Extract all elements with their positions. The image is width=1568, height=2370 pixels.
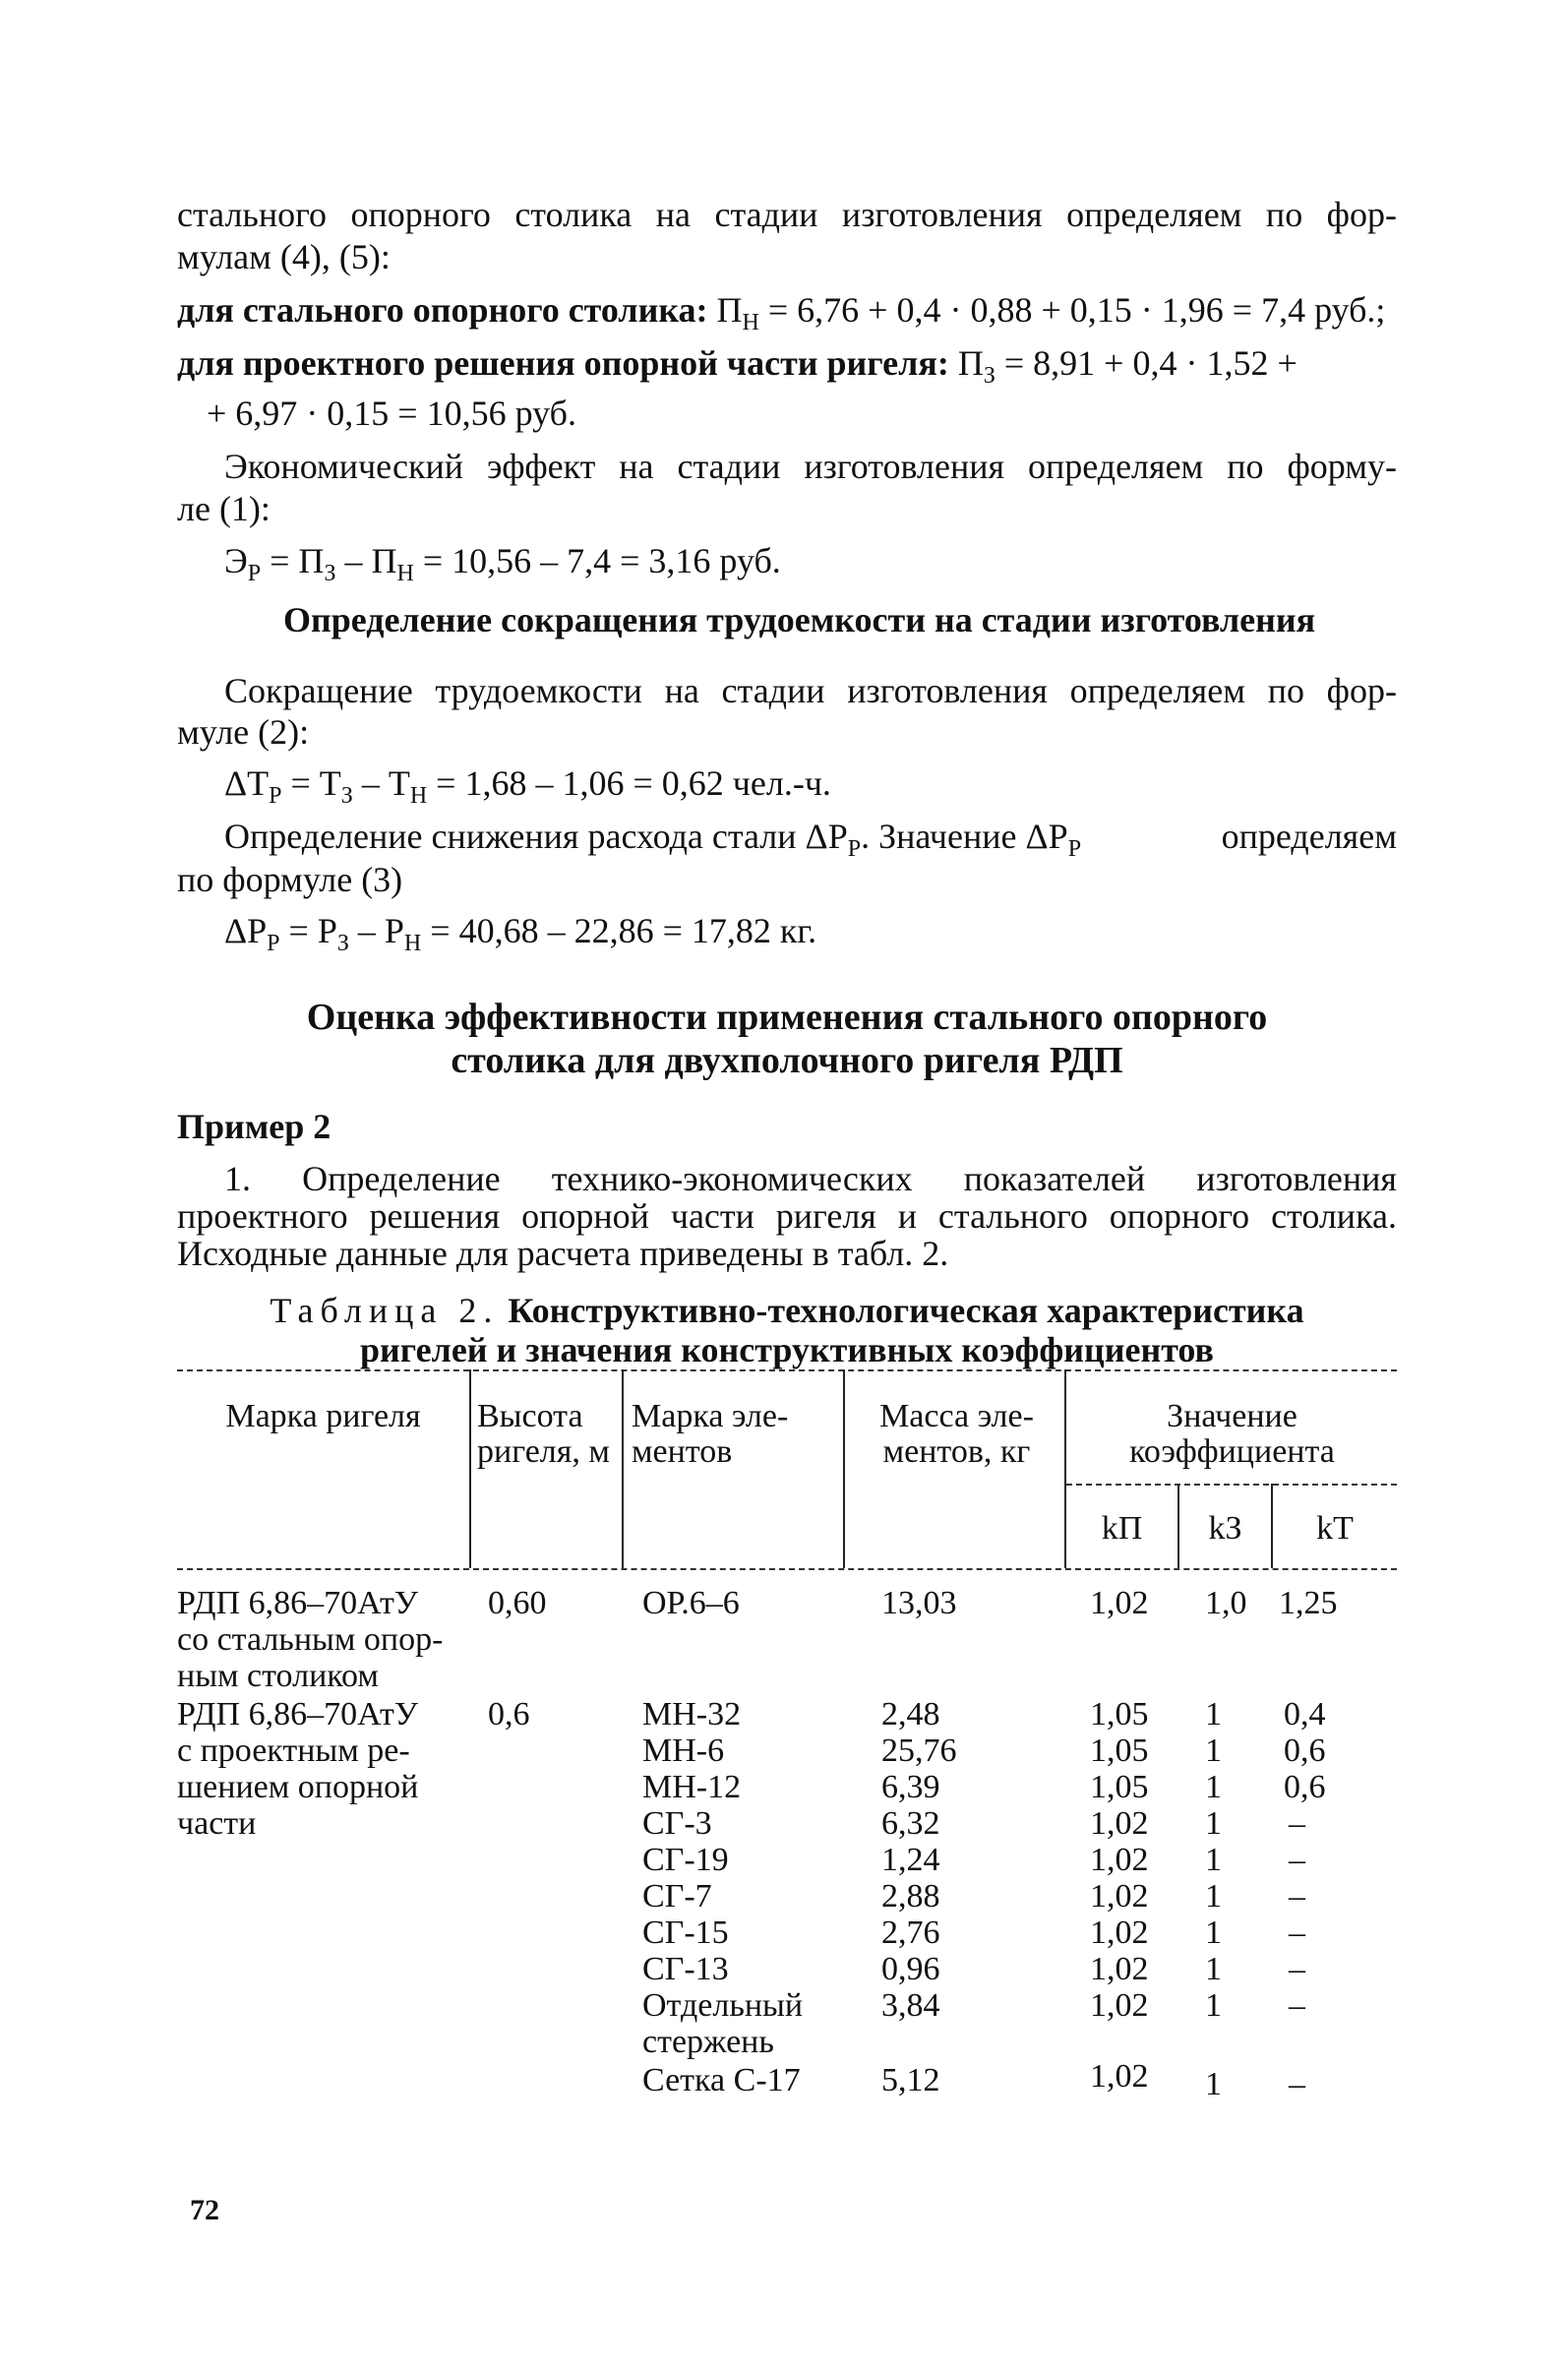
table-vline-3: [843, 1369, 845, 1568]
table-vline-1: [469, 1369, 471, 1568]
calc-dp-c: – Р: [348, 911, 404, 950]
calc-dp-d: = 40,68 – 22,86 = 17,82 кг.: [421, 911, 817, 950]
calc-pn-label: для стального опорного столика:: [177, 290, 708, 330]
paragraph-3-line-2: муле (2):: [177, 712, 310, 752]
table-row-kt: –: [1289, 1914, 1305, 1951]
table-row-kt: –: [1289, 1951, 1305, 1987]
table-row-kt: 0,4: [1284, 1696, 1326, 1732]
table-caption-line-1: [177, 1291, 1397, 1330]
group1-row1-kp: 1,02: [1090, 1585, 1149, 1621]
paragraph-4-line-1: [224, 817, 1397, 862]
table-row-el: МН-32: [642, 1696, 742, 1732]
calc-dt-c-sub: Н: [409, 783, 428, 809]
table-row-el: СГ-19: [642, 1842, 729, 1878]
group1-row1-kz: 1,0: [1205, 1585, 1247, 1621]
table-row-el: СГ-3: [642, 1805, 712, 1842]
table-row-kp: 1,02: [1090, 1951, 1149, 1987]
table-row-kz: 1: [1205, 1951, 1222, 1987]
table-row-kt: 0,6: [1284, 1769, 1326, 1805]
table-row-kp: 1,05: [1090, 1696, 1149, 1732]
calc-ep-c-sub: Н: [396, 561, 414, 586]
group1-mark-line1: РДП 6,86–70АтУ: [177, 1585, 418, 1621]
table-row-kz: 1: [1205, 1878, 1222, 1914]
group1-mark-line2: со стальным опор-: [177, 1621, 444, 1658]
table-caption-line-2: ригелей и значения конструктивных коэффициентов: [360, 1330, 1214, 1369]
table-row-kp: 1,02: [1090, 2058, 1149, 2095]
table-row-el: МН-12: [642, 1769, 742, 1805]
calc-pz: [177, 343, 1297, 389]
group1-row1-mass: 13,03: [881, 1585, 957, 1621]
table-row-kp: 1,05: [1090, 1769, 1149, 1805]
header-coef: Значение коэффициента: [1129, 1398, 1335, 1470]
p4-text-b: . Значение ΔР: [861, 817, 1068, 856]
table-row-mass: 3,84: [881, 1987, 940, 2024]
calc-dt-d: = 1,68 – 1,06 = 0,62 чел.-ч.: [427, 763, 831, 803]
group2-mark-line1: РДП 6,86–70АтУ: [177, 1696, 418, 1732]
calc-dp-b-sub: З: [336, 931, 349, 956]
p4-text-a: Определение снижения расхода стали ΔР: [224, 817, 848, 856]
paragraph-1-line-2: мулам (4), (5):: [177, 237, 391, 276]
calc-dp-c-sub: Н: [403, 931, 422, 956]
table-row-el-cont: стержень: [642, 2024, 774, 2060]
table-row-kp: 1,02: [1090, 1805, 1149, 1842]
header-elements: Марка эле-ментов: [632, 1398, 789, 1470]
calc-dt-b-sub: З: [340, 783, 353, 809]
group2-mark-line4: части: [177, 1805, 257, 1842]
table-row-kp: 1,02: [1090, 1842, 1149, 1878]
table-row-kt: –: [1289, 1842, 1305, 1878]
table-row-el: СГ-7: [642, 1878, 712, 1914]
table-row-mass: 1,24: [881, 1842, 940, 1878]
p4-part-1: [224, 817, 1082, 862]
group2-height: 0,6: [488, 1696, 530, 1732]
table-row-mass: 6,39: [881, 1769, 940, 1805]
table-row-mass: 0,96: [881, 1951, 940, 1987]
table-header-rule: [177, 1568, 1397, 1570]
calc-dp-a-sub: Р: [267, 931, 280, 956]
table-row-mass: 5,12: [881, 2062, 940, 2098]
calc-dp: [224, 911, 817, 956]
p4-sub-a: Р: [847, 836, 862, 862]
calc-pz-sub: З: [983, 363, 995, 389]
table-subheader-rule: [1066, 1484, 1397, 1486]
table-row-kp: 1,02: [1090, 1878, 1149, 1914]
calc-dt-a: ΔТ: [224, 763, 270, 803]
header-height: Высота ригеля, м: [477, 1398, 610, 1470]
calc-dp-b: = Р: [279, 911, 337, 950]
header-kz: kЗ: [1208, 1510, 1242, 1547]
page-number: 72: [190, 2194, 219, 2226]
table-row-mass: 2,48: [881, 1696, 940, 1732]
table-vline-2: [622, 1369, 624, 1568]
group1-height: 0,60: [488, 1585, 547, 1621]
calc-pz-continuation: + 6,97 · 0,15 = 10,56 руб.: [207, 394, 576, 433]
p4-sub-b: Р: [1067, 836, 1082, 862]
table-row-mass: 6,32: [881, 1805, 940, 1842]
table-row-kz: 1: [1205, 2066, 1222, 2102]
paragraph-4-line-2: по формуле (3): [177, 860, 403, 899]
table-row-el: Сетка С-17: [642, 2062, 801, 2098]
heading-labor-reduction: Определение сокращения трудоемкости на стадии изготовления: [283, 600, 1316, 639]
calc-ep-c: – П: [335, 541, 397, 580]
table-row-el: СГ-13: [642, 1951, 729, 1987]
table-row-kt: –: [1289, 2066, 1305, 2102]
table-row-kz: 1: [1205, 1769, 1222, 1805]
table-row-mass: 2,76: [881, 1914, 940, 1951]
paragraph-1-line-1: стального опорного столика на стадии изготовления определяем по фор-: [177, 195, 1397, 234]
table-row-kp: 1,02: [1090, 1987, 1149, 2024]
table-row-kt: –: [1289, 1805, 1305, 1842]
header-kp: kП: [1101, 1510, 1143, 1547]
paragraph-5-line-1: 1. Определение технико-экономических показателей изготовления: [224, 1159, 1397, 1198]
table-row-kz: 1: [1205, 1805, 1222, 1842]
group2-mark-line3: шением опорной: [177, 1769, 419, 1805]
calc-pn-expression: = 6,76 + 0,4 · 0,88 + 0,15 · 1,96 = 7,4 руб.;: [758, 290, 1386, 330]
table-row-el: СГ-15: [642, 1914, 729, 1951]
table-row-kt: –: [1289, 1987, 1305, 2024]
calc-pz-expression: = 8,91 + 0,4 · 1,52 +: [995, 343, 1297, 383]
calc-pn: [177, 290, 1386, 335]
table-row-el: МН-6: [642, 1732, 725, 1769]
calc-pn-symbol: П: [716, 290, 743, 330]
table-row-mass: 25,76: [881, 1732, 957, 1769]
table-caption-prefix: Таблица 2.: [270, 1291, 500, 1330]
calc-ep-d: = 10,56 – 7,4 = 3,16 руб.: [413, 541, 781, 580]
table-row-kt: 0,6: [1284, 1732, 1326, 1769]
calc-ep: [224, 541, 781, 586]
header-kt: kТ: [1316, 1510, 1354, 1547]
calc-pz-symbol: П: [957, 343, 984, 383]
group1-row1-el: ОР.6–6: [642, 1585, 740, 1621]
calc-dt: [224, 763, 831, 809]
table-row-kz: 1: [1205, 1732, 1222, 1769]
section-title-line-1: Оценка эффективности применения стального опорного: [306, 997, 1268, 1038]
p4-text-c: определяем: [1221, 817, 1397, 856]
group1-row1-kt: 1,25: [1279, 1585, 1338, 1621]
calc-dp-a: ΔР: [224, 911, 268, 950]
calc-pn-sub: Н: [742, 310, 759, 335]
table-row-mass: 2,88: [881, 1878, 940, 1914]
paragraph-3-line-1: Сокращение трудоемкости на стадии изготовления определяем по фор-: [224, 671, 1397, 710]
section-title-line-2: столика для двухполочного ригеля РДП: [451, 1040, 1123, 1081]
calc-dt-a-sub: Р: [269, 783, 282, 809]
table-row-kz: 1: [1205, 1914, 1222, 1951]
group1-mark-line3: ным столиком: [177, 1658, 379, 1694]
paragraph-5-line-2: проектного решения опорной части ригеля и стального опорного столика.: [177, 1196, 1397, 1236]
calc-ep-b: = П: [261, 541, 325, 580]
calc-dt-c: – Т: [352, 763, 410, 803]
calc-ep-b-sub: З: [324, 561, 336, 586]
calc-ep-a-sub: Р: [247, 561, 262, 586]
table-row-kz: 1: [1205, 1696, 1222, 1732]
paragraph-2-line-1: Экономический эффект на стадии изготовления определяем по форму-: [224, 447, 1397, 486]
table-row-kt: –: [1289, 1878, 1305, 1914]
paragraph-2-line-2: ле (1):: [177, 489, 271, 528]
table-row-kz: 1: [1205, 1987, 1222, 2024]
group2-mark-line2: с проектным ре-: [177, 1732, 410, 1769]
paragraph-5-line-3: Исходные данные для расчета приведены в табл. 2.: [177, 1234, 949, 1273]
header-mark: Марка ригеля: [225, 1398, 421, 1434]
table-row-kz: 1: [1205, 1842, 1222, 1878]
table-row-kp: 1,02: [1090, 1914, 1149, 1951]
table-top-rule: [177, 1369, 1397, 1371]
header-mass: Масса эле-ментов, кг: [879, 1398, 1034, 1470]
calc-ep-a: Э: [224, 541, 248, 580]
table-caption-title: Конструктивно-технологическая характеристика: [508, 1291, 1304, 1330]
example-label: Пример 2: [177, 1107, 332, 1146]
table-row-kp: 1,05: [1090, 1732, 1149, 1769]
calc-pz-label: для проектного решения опорной части ригеля:: [177, 343, 949, 383]
calc-dt-b: = Т: [281, 763, 341, 803]
table-row-el: Отдельный: [642, 1987, 804, 2024]
